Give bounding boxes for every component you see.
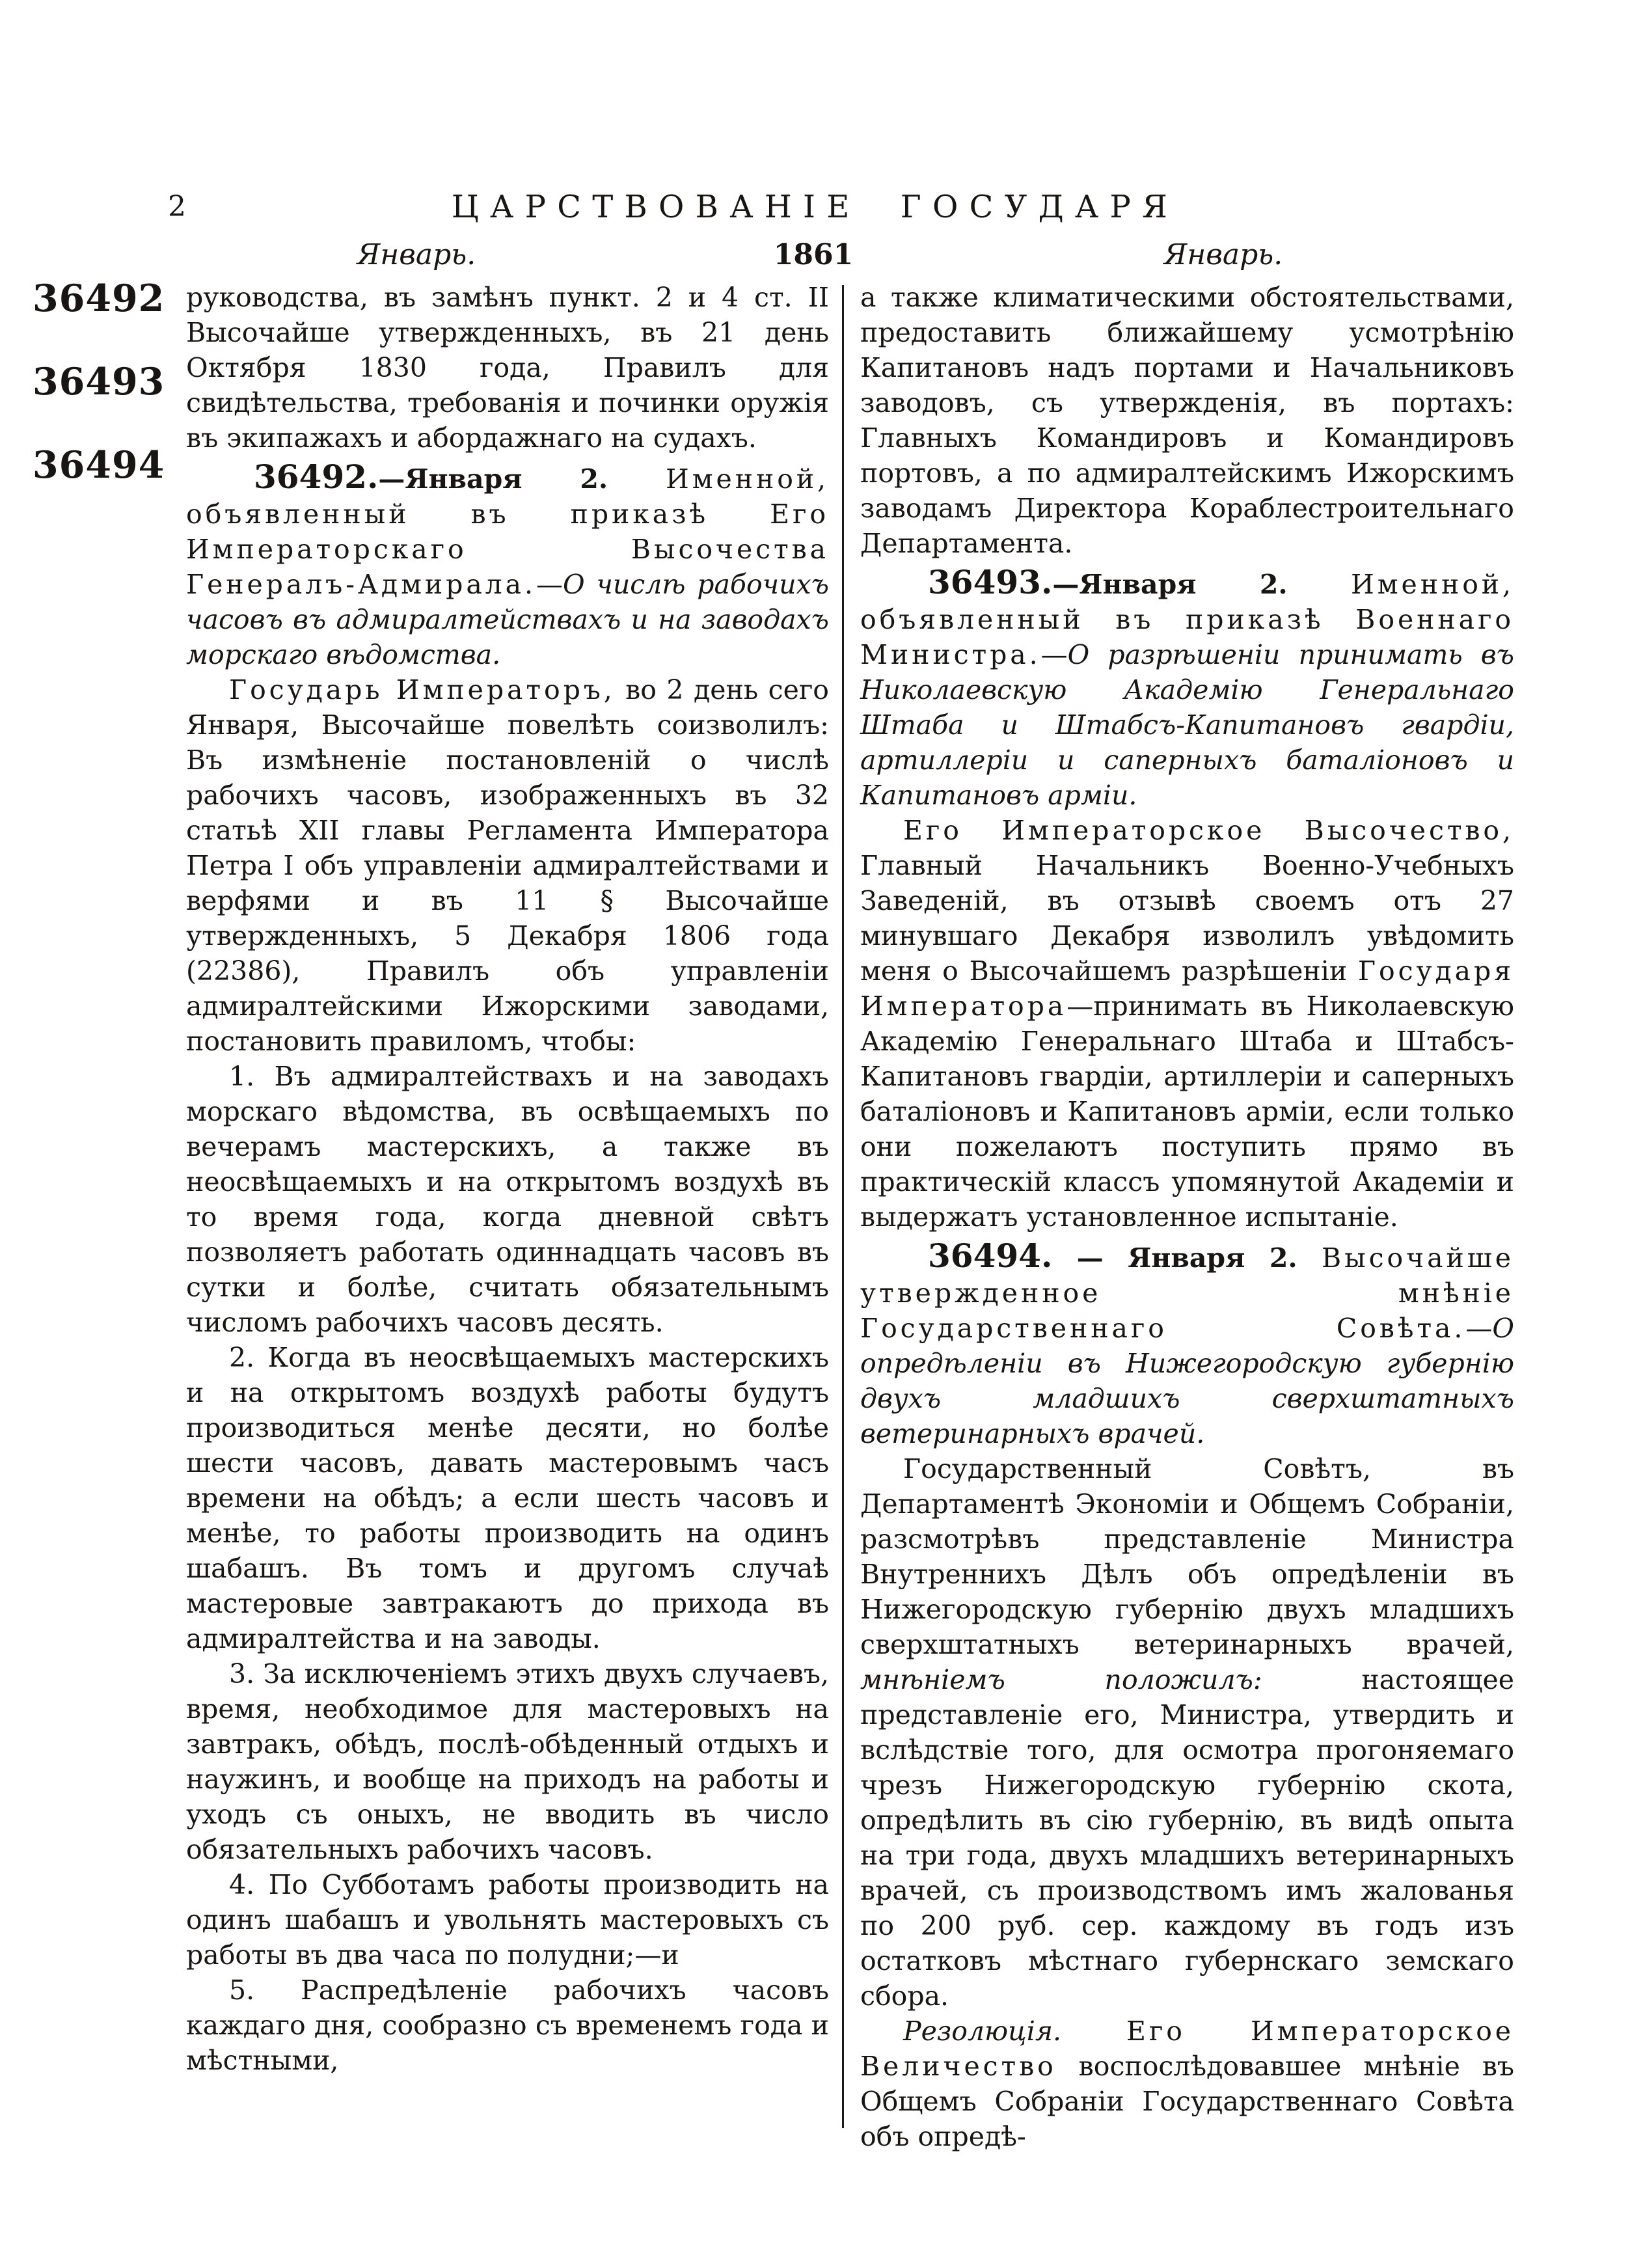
column-divider xyxy=(842,285,844,2128)
text-segment: 4. По Субботамъ работы производить на одинъ шабашъ и увольнять мастеровыхъ съ работы въ два часа по полудни;—и xyxy=(186,1869,829,1971)
act-36494-heading xyxy=(860,1236,1514,1451)
year-label: 1861 xyxy=(773,238,854,271)
text-segment: воспослѣдовавшее мнѣніе въ Общемъ Собраніи Государственнаго Совѣта объ опредѣ- xyxy=(860,2051,1514,2152)
dash: — xyxy=(1040,639,1068,670)
month-label-right: Январь. xyxy=(1163,238,1283,271)
dash: — xyxy=(1465,1313,1493,1344)
text-segment: руководства, въ замѣнъ пункт. 2 и 4 ст. II Высочайше утвержденныхъ, въ 21 день Октября 1830 года, Правилъ для свидѣтельства, требованія и починки оружія въ экипажахъ и абордажнаго на судахъ. xyxy=(186,282,829,454)
act-title: О опредѣленіи въ Нижегородскую губернію двухъ младшихъ сверхштатныхъ ветеринарныхъ врачей. xyxy=(860,1313,1514,1449)
sovereign-name: Государь Императоръ, xyxy=(229,674,616,705)
body-paragraph xyxy=(860,813,1514,1235)
text-segment: настоящее представленіе его, Министра, утвердить и вслѣдствіе того, для осмотра прогоняемаго чрезъ Нижегородскую губернію скота, опредѣлить въ сію губернію, въ видѣ опыта на три года, двухъ младшихъ ветеринарныхъ врачей, съ производствомъ имъ жалованья по 200 руб. сер. каждому въ годъ изъ остатковъ мѣстнаго губернскаго земскаго сбора. xyxy=(860,1664,1514,2012)
list-item-3 xyxy=(186,1656,829,1867)
act-36493-heading xyxy=(860,563,1514,813)
right-column xyxy=(860,280,1514,2154)
continuation-paragraph xyxy=(860,280,1514,561)
act-number: 36492. xyxy=(254,458,379,496)
margin-act-number-36493: 36493 xyxy=(33,360,165,403)
list-item-5 xyxy=(186,1973,829,2078)
text-segment: 3. За исключеніемъ этихъ двухъ случаевъ, время, необходимое для мастеровыхъ на завтракъ, обѣдъ, послѣ-обѣденный отдыхъ и наужинъ, и вообще на приходъ на работы и уходъ съ оныхъ, не вводить въ число обязательныхъ рабочихъ часовъ. xyxy=(186,1658,829,1865)
text-segment: 1. Въ адмиралтействахъ и на заводахъ морскаго вѣдомства, въ освѣщаемыхъ по вечерамъ мастерскихъ, а также въ неосвѣщаемыхъ и на открытомъ воздухѣ въ то время года, когда дневной свѣтъ позволяетъ работать одиннадцать часовъ въ сутки и болѣе, считать обязательнымъ числомъ рабочихъ часовъ десять. xyxy=(186,1061,829,1338)
text-segment: —принимать въ Николаевскую Академію Генеральнаго Штаба и Штабсъ-Капитановъ гвардіи, артиллеріи и саперныхъ баталіоновъ и Капитановъ арміи, если только они пожелаютъ поступить прямо въ практическій классъ упомянутой Академіи и выдержатъ установленное испытаніе. xyxy=(860,991,1514,1233)
continuation-paragraph xyxy=(186,280,829,456)
resolution-formula: мнѣніемъ положилъ: xyxy=(860,1664,1262,1695)
text-segment: а также климатическими обстоятельствами, предоставить ближайшему усмотрѣнію Капитановъ надъ портами и Начальниковъ заводовъ, съ утвержденія, въ портахъ: Главныхъ Командировъ и Командировъ портовъ, а по адмиралтейскимъ Ижорскимъ заводамъ Директора Кораблестроительнаго Департамента. xyxy=(860,282,1514,559)
text-segment: Государственный Совѣтъ, въ Департаментѣ Экономіи и Общемъ Собраніи, разсмотрѣвъ представленіе Министра Внутреннихъ Дѣлъ объ опредѣленіи въ Нижегородскую губернію двухъ младшихъ сверхштатныхъ ветеринарныхъ врачей, xyxy=(860,1453,1514,1660)
month-label-left: Январь. xyxy=(357,238,476,271)
act-number: 36493. xyxy=(928,563,1053,601)
act-date: —Января 2. xyxy=(1052,569,1352,600)
header-title: ЦАРСТВОВАНІЕ ГОСУДАРЯ xyxy=(451,189,1179,225)
act-kind: Именной, объявленный въ приказѣ Военнаго Министра. xyxy=(860,569,1514,670)
text-segment: Главный Начальникъ Военно-Учебныхъ Заведеній, въ отзывѣ своемъ отъ 27 минувшаго Декабря изволилъ увѣдомить меня о Высочайшемъ разрѣшеніи xyxy=(860,850,1514,987)
list-item-1 xyxy=(186,1059,829,1340)
highness-name: Его Императорское Высочество, xyxy=(903,815,1514,846)
list-item-4 xyxy=(186,1867,829,1973)
dash: — xyxy=(536,569,563,600)
body-paragraph xyxy=(186,672,829,1059)
margin-act-number-36492: 36492 xyxy=(33,277,165,320)
act-title: О числѣ рабочихъ часовъ въ адмиралтействахъ и на заводахъ морскаго вѣдомства. xyxy=(186,569,829,670)
sovereign-name: Государя Императора xyxy=(860,955,1514,1022)
left-column xyxy=(186,280,829,2078)
text-segment: 5. Распредѣленіе рабочихъ часовъ каждаго дня, сообразно съ временемъ года и мѣстными, xyxy=(186,1974,829,2076)
act-36492-heading xyxy=(186,458,829,672)
body-paragraph xyxy=(860,1451,1514,2014)
act-date: — Января 2. xyxy=(1052,1242,1322,1274)
act-kind: Именной, объявленный въ приказѣ Его Императорскаго Высочества Генералъ-Адмирала. xyxy=(186,463,829,600)
margin-act-number-36494: 36494 xyxy=(33,443,165,487)
page-number: 2 xyxy=(168,190,186,223)
act-title: О разрѣшеніи принимать въ Николаевскую Академію Генеральнаго Штаба и Штабсъ-Капитановъ гвардіи, артиллеріи и саперныхъ баталіоновъ и Капитановъ арміи. xyxy=(860,639,1514,811)
act-number: 36494. xyxy=(928,1236,1053,1275)
act-date: —Января 2. xyxy=(378,463,666,495)
majesty-name: Его Императорское Величество xyxy=(860,2015,1514,2082)
list-item-2 xyxy=(186,1340,829,1656)
resolution-paragraph xyxy=(860,2014,1514,2154)
text-segment: во 2 день сего Января, Высочайше повелѣть соизволилъ: Въ измѣненіе постановленій о числѣ рабочихъ часовъ, изображенныхъ въ 32 статьѣ XII главы Регламента Императора Петра I объ управленіи адмиралтействами и верфями и въ 11 § Высочайше утвержденныхъ, 5 Декабря 1806 года (22386), Правилъ объ управленіи адмиралтейскими Ижорскими заводами, постановить правиломъ, чтобы: xyxy=(186,674,829,1057)
act-kind: Высочайше утвержденное мнѣніе Государственнаго Совѣта. xyxy=(860,1242,1514,1344)
resolution-label: Резолюція. xyxy=(903,2015,1061,2047)
text-segment: 2. Когда въ неосвѣщаемыхъ мастерскихъ и на открытомъ воздухѣ работы будутъ производиться менѣе десяти, но болѣе шести часовъ, давать мастеровымъ часъ времени на обѣдъ; а если шесть часовъ и менѣе, то работы производить на одинъ шабашъ. Въ томъ и другомъ случаѣ мастеровые завтракаютъ до прихода въ адмиралтейства и на заводы. xyxy=(186,1342,829,1654)
